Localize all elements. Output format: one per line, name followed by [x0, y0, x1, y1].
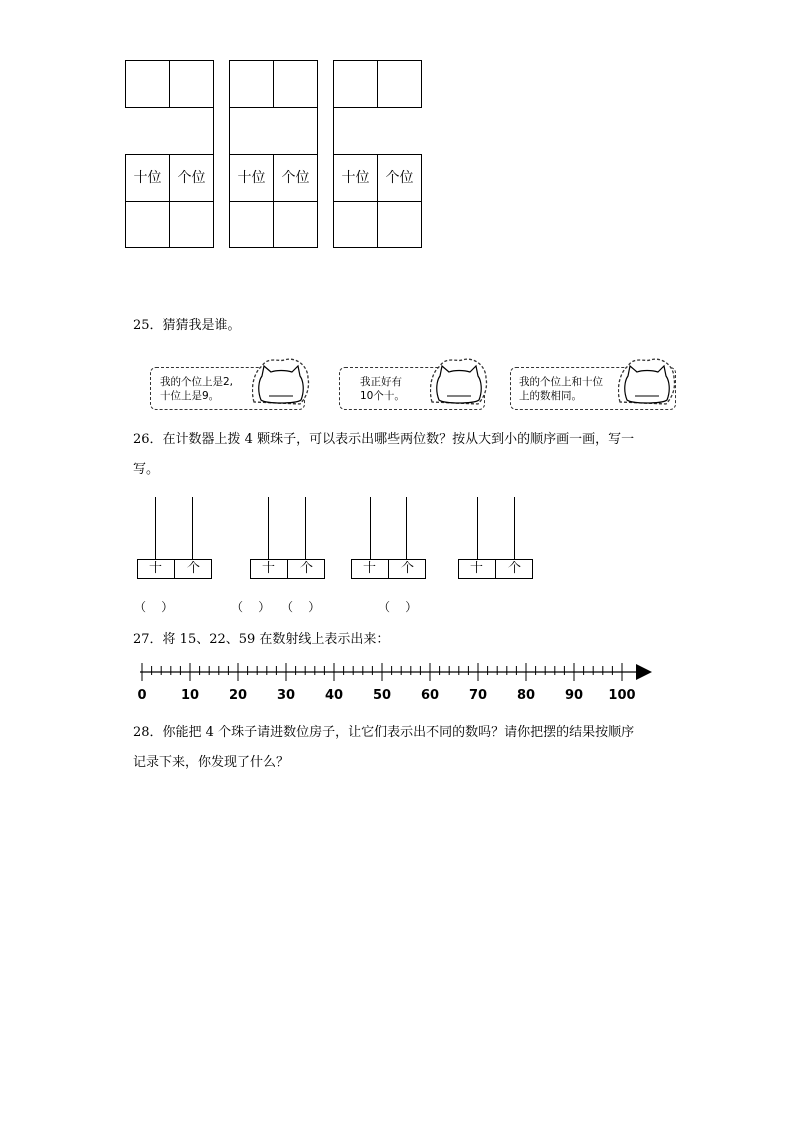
- number-ray-label: 30: [276, 688, 296, 703]
- answer-blank-3[interactable]: （ ）: [281, 600, 321, 614]
- number-ray-label: 60: [420, 688, 440, 703]
- abacus-ones-rod: [192, 497, 193, 560]
- bubble-2-line-1: 我正好有: [360, 376, 402, 388]
- house-3-left-wall: [333, 107, 334, 155]
- abacus-ones-rod: [305, 497, 306, 560]
- cat-face-icon: [618, 358, 676, 410]
- abacus-ones-rod: [514, 497, 515, 560]
- house-2-left-wall: [229, 107, 230, 155]
- abacus-ones-rod: [406, 497, 407, 560]
- abacus-tens-rod: [155, 497, 156, 560]
- bubble-1-line-2: 十位上是9。: [160, 390, 220, 402]
- house-1-tens-header: [125, 154, 170, 202]
- number-ray-label: 0: [137, 688, 147, 703]
- house-3-ones-header: [377, 154, 422, 202]
- house-2-tens-header: [229, 154, 274, 202]
- tens-label: 十位: [133, 170, 162, 186]
- number-ray-label: 80: [516, 688, 536, 703]
- number-ray-label: 90: [564, 688, 584, 703]
- number-ray-label: 70: [468, 688, 488, 703]
- cat-face-icon: [430, 358, 488, 410]
- house-2-top-right-cell[interactable]: [273, 60, 318, 108]
- bubble-2-line-2: 10个十。: [360, 390, 405, 402]
- q28-prompt-line-2: 记录下来，你发现了什么？: [133, 755, 290, 770]
- number-ray-label: 10: [180, 688, 200, 703]
- number-ray-label: 50: [372, 688, 392, 703]
- abacus-tens-rod: [477, 497, 478, 560]
- q28-prompt-line-1: 28．你能把 4 个珠子请进数位房子，让它们表示出不同的数吗？请你把摆的结果按顺序: [133, 725, 635, 740]
- ones-label: 个位: [385, 170, 414, 186]
- cat-face-icon: [252, 358, 310, 410]
- arrow-right-icon: [636, 664, 652, 680]
- house-1-top-right-cell[interactable]: [169, 60, 214, 108]
- abacus-tens-label: 十: [261, 561, 275, 576]
- q27-prompt: 27．将 15、22、59 在数射线上表示出来：: [133, 632, 390, 647]
- abacus-ones-label: 个: [507, 561, 521, 576]
- abacus-ones-label: 个: [186, 561, 200, 576]
- house-3-ones-answer[interactable]: [377, 201, 422, 248]
- q26-prompt-line-1: 26．在计数器上拨 4 颗珠子，可以表示出哪些两位数？按从大到小的顺序画一画，写一: [133, 432, 635, 447]
- abacus-tens-label: 十: [362, 561, 376, 576]
- q25-prompt: 25．猜猜我是谁。: [133, 318, 241, 333]
- house-1-ones-answer[interactable]: [169, 201, 214, 248]
- abacus-ones-label: 个: [299, 561, 313, 576]
- house-2-tens-answer[interactable]: [229, 201, 274, 248]
- house-2-top-left-cell[interactable]: [229, 60, 274, 108]
- number-ray[interactable]: [0, 655, 794, 695]
- answer-blank-2[interactable]: （ ）: [231, 600, 271, 614]
- bubble-3-line-1: 我的个位上和十位: [519, 376, 603, 388]
- tens-label: 十位: [341, 170, 370, 186]
- house-3-tens-header: [333, 154, 378, 202]
- answer-blank-1[interactable]: （ ）: [134, 600, 174, 614]
- house-3-tens-answer[interactable]: [333, 201, 378, 248]
- number-ray-label: 100: [608, 688, 636, 703]
- tens-label: 十位: [237, 170, 266, 186]
- house-2-ones-header: [273, 154, 318, 202]
- abacus-tens-label: 十: [469, 561, 483, 576]
- answer-blank-4[interactable]: （ ）: [378, 600, 418, 614]
- abacus-tens-rod: [268, 497, 269, 560]
- bubble-1-line-1: 我的个位上是2,: [160, 376, 234, 388]
- number-ray-label: 40: [324, 688, 344, 703]
- number-ray-label: 20: [228, 688, 248, 703]
- house-2-right-wall: [317, 107, 318, 155]
- house-1-right-wall: [213, 107, 214, 155]
- ones-label: 个位: [177, 170, 206, 186]
- ones-label: 个位: [281, 170, 310, 186]
- abacus-tens-label: 十: [148, 561, 162, 576]
- abacus-ones-label: 个: [400, 561, 414, 576]
- house-3-top-right-cell[interactable]: [377, 60, 422, 108]
- house-1-tens-answer[interactable]: [125, 201, 170, 248]
- house-3-top-left-cell[interactable]: [333, 60, 378, 108]
- q26-prompt-line-2: 写。: [133, 462, 160, 477]
- bubble-3-line-2: 上的数相同。: [519, 390, 582, 402]
- abacus-tens-rod: [370, 497, 371, 560]
- house-1-top-left-cell[interactable]: [125, 60, 170, 108]
- house-2-ones-answer[interactable]: [273, 201, 318, 248]
- house-1-ones-header: [169, 154, 214, 202]
